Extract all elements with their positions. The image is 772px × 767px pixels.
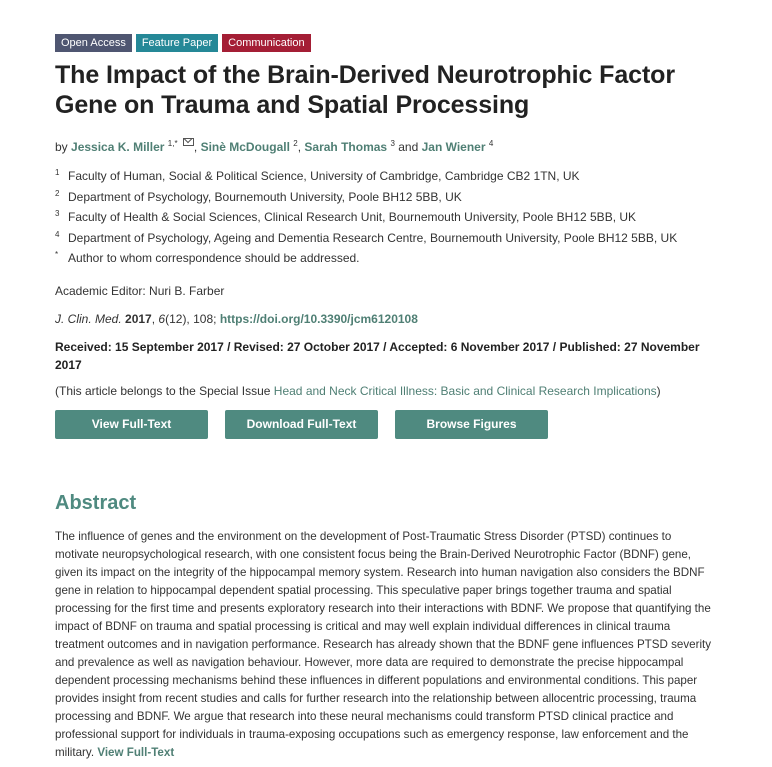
affiliation-text: Faculty of Human, Social & Political Science, University of Cambridge, Cambridge CB2 1TN, UK bbox=[68, 169, 580, 183]
affiliation-item bbox=[55, 187, 715, 208]
author-line: by Jessica K. Miller $^{1,*}$ , Sinè McDougall $^2$, Sarah Thomas $^3$ and Jan Wiener $^4$ bbox=[55, 139, 494, 154]
affiliation-number: 2 bbox=[55, 188, 60, 198]
citation-volume: 6 bbox=[158, 311, 166, 326]
doi-link[interactable]: https://doi.org/10.3390/jcm6120108 bbox=[219, 311, 418, 326]
author-link-thomas[interactable]: Sarah Thomas bbox=[304, 140, 388, 154]
affiliation-text: Department of Psychology, Bournemouth University, Poole BH12 5BB, UK bbox=[68, 189, 462, 204]
citation-year: 2017 bbox=[125, 311, 152, 326]
affiliations-list bbox=[55, 166, 715, 269]
article-page bbox=[55, 34, 715, 762]
abstract-text: The influence of genes and the environment on the development of Post-Traumatic Stress Disorder (PTSD) continues to motivate neuropsychological research, with one consistent focus being the Brain-Derived Neurotrophic Factor (BDNF) gene, given its impact on the integrity of the hippocampal memory system. Research into human navigation also considers the BDNF gene in relation to hippocampal dependent spatial processing. This speculative paper brings together trauma and spatial processing for the first time and presents exploratory research into their interactions with BDNF. We propose that quantifying the impact of BDNF on trauma and spatial processing is critical and may well explain individual differences in clinical trauma treatment outcomes and in navigation performance. Research has already shown that the BDNF gene influences PTSD severity and prevalence as well as navigation behaviour. However, more data are required to demonstrate the precise hippocampal dependent processing mechanisms behind these influences in different populations and environmental conditions. This paper provides insight from recent studies and calls for further research into the relationship between allocentric processing, trauma processing and BDNF. We argue that research into these neural mechanisms could transform PTSD clinical practice and professional support for individuals in trauma-exposing occupations such as emergency response, law enforcement and the military. bbox=[55, 529, 712, 759]
affiliation-item bbox=[55, 228, 715, 249]
journal-name: J. Clin. Med. bbox=[55, 311, 122, 326]
author-sup: 2 bbox=[293, 139, 298, 148]
article-title: The Impact of the Brain-Derived Neurotrophic Factor Gene on Trauma and Spatial Processing bbox=[55, 61, 675, 119]
academic-editor: Academic Editor: Nuri B. Farber bbox=[55, 283, 225, 298]
affiliation-item bbox=[55, 207, 715, 228]
affiliation-number: 4 bbox=[55, 229, 60, 239]
author-sup: 1,* bbox=[167, 139, 178, 148]
affiliation-text: Faculty of Health & Social Sciences, Clinical Research Unit, Bournemouth University, Poole BH12 5BB, UK bbox=[68, 210, 637, 224]
special-issue-link[interactable]: Head and Neck Critical Illness: Basic and Clinical Research Implications bbox=[273, 383, 657, 398]
special-issue-suffix: ) bbox=[656, 383, 661, 398]
abstract-view-full-text-link[interactable]: View Full-Text bbox=[97, 745, 175, 759]
action-buttons bbox=[55, 410, 715, 439]
special-issue-line bbox=[55, 384, 715, 398]
abstract-body bbox=[55, 528, 717, 762]
affiliation-text: Author to whom correspondence should be addressed. bbox=[68, 251, 360, 265]
citation-line: J. Clin. Med. 2017, 6(12), 108; https://doi.org/10.3390/jcm6120108 bbox=[55, 311, 418, 326]
browse-figures-button[interactable]: Browse Figures bbox=[395, 410, 548, 439]
citation-issue-pages: (12), 108; bbox=[165, 311, 217, 326]
communication-badge[interactable]: Communication bbox=[222, 34, 310, 52]
affiliation-text: Department of Psychology, Ageing and Dementia Research Centre, Bournemouth University, Poole BH12 5BB, UK bbox=[68, 230, 678, 245]
affiliation-item bbox=[55, 248, 715, 269]
download-full-text-button[interactable]: Download Full-Text bbox=[225, 410, 378, 439]
author-link-wiener[interactable]: Jan Wiener bbox=[421, 140, 486, 154]
author-sup: 3 bbox=[390, 139, 395, 148]
affiliation-item bbox=[55, 166, 715, 187]
affiliation-number: * bbox=[55, 250, 59, 259]
view-full-text-button[interactable]: View Full-Text bbox=[55, 410, 208, 439]
author-link-miller[interactable]: Jessica K. Miller bbox=[71, 140, 165, 154]
authors-prefix: by bbox=[55, 140, 68, 154]
badge-row bbox=[55, 34, 715, 52]
publication-dates: Received: 15 September 2017 / Revised: 27 October 2017 / Accepted: 6 November 2017 / Published: 27 November 2017 bbox=[55, 339, 700, 372]
authors-and: and bbox=[398, 140, 419, 154]
envelope-icon[interactable] bbox=[183, 138, 194, 146]
special-issue-prefix: (This article belongs to the Special Issue bbox=[55, 383, 271, 398]
abstract-heading: Abstract bbox=[55, 491, 137, 514]
author-sup: 4 bbox=[488, 139, 494, 148]
feature-paper-badge[interactable]: Feature Paper bbox=[136, 34, 218, 52]
affiliation-number: 3 bbox=[55, 209, 60, 218]
author-link-mcdougall[interactable]: Sinè McDougall bbox=[200, 140, 290, 154]
open-access-badge[interactable]: Open Access bbox=[55, 34, 132, 52]
affiliation-number: 1 bbox=[55, 168, 60, 177]
